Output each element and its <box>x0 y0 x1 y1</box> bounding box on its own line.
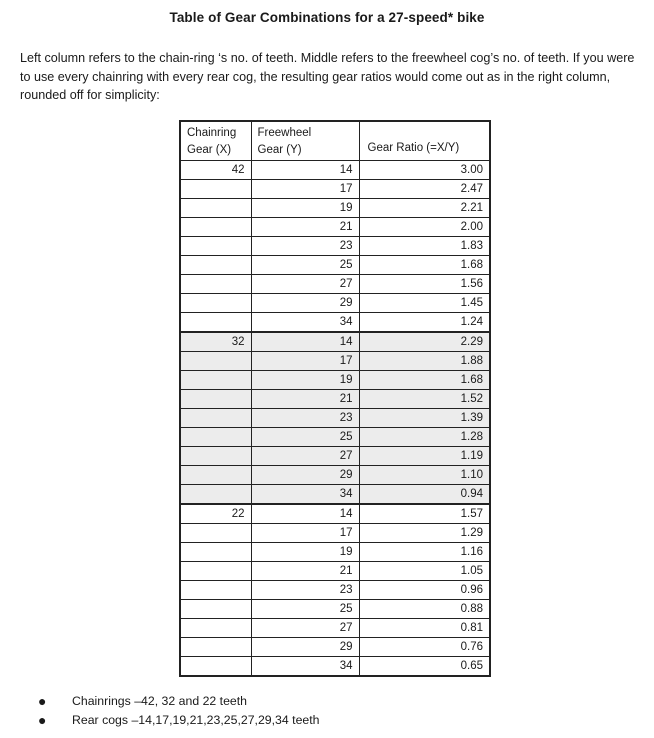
table-row <box>180 447 490 466</box>
gear-ratio-cell: 1.19 <box>359 447 490 466</box>
freewheel-cell: 29 <box>251 638 359 657</box>
header-gear-ratio: Gear Ratio (=X/Y) <box>359 121 490 161</box>
chainring-cell <box>180 543 251 562</box>
gear-ratio-cell: 3.00 <box>359 161 490 180</box>
table-row <box>180 180 490 199</box>
note-rear-cogs: Rear cogs –14,17,19,21,23,25,27,29,34 teeth <box>72 713 320 727</box>
gear-ratio-cell: 0.81 <box>359 619 490 638</box>
chainring-cell <box>180 180 251 199</box>
table-body <box>180 161 490 677</box>
chainring-cell <box>180 447 251 466</box>
table-row <box>180 332 490 352</box>
chainring-cell <box>180 581 251 600</box>
gear-ratio-cell: 2.00 <box>359 218 490 237</box>
freewheel-cell: 34 <box>251 657 359 677</box>
chainring-cell <box>180 485 251 505</box>
header-chainring-line1: Chainring <box>187 127 237 139</box>
freewheel-cell: 23 <box>251 581 359 600</box>
gear-ratio-cell: 1.56 <box>359 275 490 294</box>
chainring-cell <box>180 371 251 390</box>
freewheel-cell: 17 <box>251 180 359 199</box>
gear-ratio-cell: 0.96 <box>359 581 490 600</box>
chainring-cell <box>180 218 251 237</box>
gear-ratio-cell: 0.65 <box>359 657 490 677</box>
freewheel-cell: 21 <box>251 390 359 409</box>
chainring-cell: 42 <box>180 161 251 180</box>
freewheel-cell: 21 <box>251 562 359 581</box>
note-chainrings: Chainrings –42, 32 and 22 teeth <box>72 694 248 708</box>
gear-ratio-cell: 1.57 <box>359 504 490 524</box>
freewheel-cell: 14 <box>251 504 359 524</box>
header-freewheel-line2: Gear (Y) <box>257 144 302 156</box>
header-chainring-line2: Gear (X) <box>187 144 232 156</box>
table-row <box>180 638 490 657</box>
table-row <box>180 352 490 371</box>
chainring-cell <box>180 352 251 371</box>
gear-ratio-cell: 1.39 <box>359 409 490 428</box>
gear-ratio-cell: 1.88 <box>359 352 490 371</box>
notes-list <box>38 692 320 730</box>
chainring-cell <box>180 562 251 581</box>
chainring-cell <box>180 390 251 409</box>
chainring-cell <box>180 638 251 657</box>
freewheel-cell: 19 <box>251 371 359 390</box>
bullet-icon: ● <box>38 693 47 709</box>
freewheel-cell: 25 <box>251 256 359 275</box>
table-row <box>180 237 490 256</box>
list-item <box>38 692 320 711</box>
table-row <box>180 619 490 638</box>
chainring-cell <box>180 428 251 447</box>
freewheel-cell: 34 <box>251 485 359 505</box>
gear-ratio-cell: 0.94 <box>359 485 490 505</box>
header-chainring <box>180 121 251 161</box>
gear-ratio-cell: 1.68 <box>359 256 490 275</box>
table-row <box>180 256 490 275</box>
freewheel-cell: 27 <box>251 447 359 466</box>
table-row <box>180 390 490 409</box>
chainring-cell: 32 <box>180 332 251 352</box>
header-freewheel-line1: Freewheel <box>257 127 312 139</box>
freewheel-cell: 19 <box>251 543 359 562</box>
gear-ratio-cell: 1.52 <box>359 390 490 409</box>
chainring-cell <box>180 199 251 218</box>
gear-ratio-cell: 1.83 <box>359 237 490 256</box>
table-row <box>180 466 490 485</box>
gear-ratio-cell: 1.10 <box>359 466 490 485</box>
freewheel-cell: 27 <box>251 275 359 294</box>
freewheel-cell: 25 <box>251 428 359 447</box>
table-row <box>180 371 490 390</box>
freewheel-cell: 14 <box>251 161 359 180</box>
gear-ratio-cell: 2.47 <box>359 180 490 199</box>
freewheel-cell: 17 <box>251 352 359 371</box>
chainring-cell <box>180 237 251 256</box>
gear-ratio-cell: 0.76 <box>359 638 490 657</box>
table-header-row <box>180 121 490 161</box>
gear-ratio-cell: 2.29 <box>359 332 490 352</box>
table-row <box>180 524 490 543</box>
chainring-cell <box>180 600 251 619</box>
bullet-icon: ● <box>38 712 47 728</box>
freewheel-cell: 29 <box>251 294 359 313</box>
chainring-cell <box>180 524 251 543</box>
chainring-cell <box>180 466 251 485</box>
freewheel-cell: 25 <box>251 600 359 619</box>
table-row <box>180 199 490 218</box>
freewheel-cell: 14 <box>251 332 359 352</box>
chainring-cell <box>180 619 251 638</box>
table-row <box>180 313 490 333</box>
table-row <box>180 409 490 428</box>
table-row <box>180 294 490 313</box>
table-row <box>180 275 490 294</box>
header-freewheel <box>251 121 359 161</box>
list-item <box>38 711 320 730</box>
table-row <box>180 504 490 524</box>
table-row <box>180 428 490 447</box>
table-row <box>180 485 490 505</box>
gear-combinations-table <box>179 120 491 677</box>
gear-ratio-cell: 1.45 <box>359 294 490 313</box>
freewheel-cell: 17 <box>251 524 359 543</box>
table-row <box>180 657 490 677</box>
gear-ratio-cell: 1.16 <box>359 543 490 562</box>
gear-ratio-cell: 1.24 <box>359 313 490 333</box>
table-row <box>180 600 490 619</box>
freewheel-cell: 23 <box>251 237 359 256</box>
chainring-cell <box>180 409 251 428</box>
gear-ratio-cell: 0.88 <box>359 600 490 619</box>
freewheel-cell: 19 <box>251 199 359 218</box>
intro-paragraph: Left column refers to the chain-ring ‘s no. of teeth. Middle refers to the freewheel cog’s no. of teeth. If you were to use every chainring with every rear cog, the resulting gear ratios would come out as in the right column, rounded off for simplicity: <box>20 51 635 102</box>
gear-ratio-cell: 1.28 <box>359 428 490 447</box>
gear-ratio-cell: 1.68 <box>359 371 490 390</box>
page-title: Table of Gear Combinations for a 27-speed* bike <box>169 10 485 25</box>
freewheel-cell: 23 <box>251 409 359 428</box>
gear-ratio-cell: 2.21 <box>359 199 490 218</box>
table-row <box>180 218 490 237</box>
table-row <box>180 562 490 581</box>
chainring-cell <box>180 275 251 294</box>
table-row <box>180 581 490 600</box>
table-row <box>180 543 490 562</box>
gear-ratio-cell: 1.05 <box>359 562 490 581</box>
chainring-cell <box>180 313 251 333</box>
chainring-cell <box>180 657 251 677</box>
chainring-cell: 22 <box>180 504 251 524</box>
gear-ratio-cell: 1.29 <box>359 524 490 543</box>
freewheel-cell: 29 <box>251 466 359 485</box>
chainring-cell <box>180 294 251 313</box>
table-row <box>180 161 490 180</box>
chainring-cell <box>180 256 251 275</box>
freewheel-cell: 21 <box>251 218 359 237</box>
freewheel-cell: 34 <box>251 313 359 333</box>
freewheel-cell: 27 <box>251 619 359 638</box>
